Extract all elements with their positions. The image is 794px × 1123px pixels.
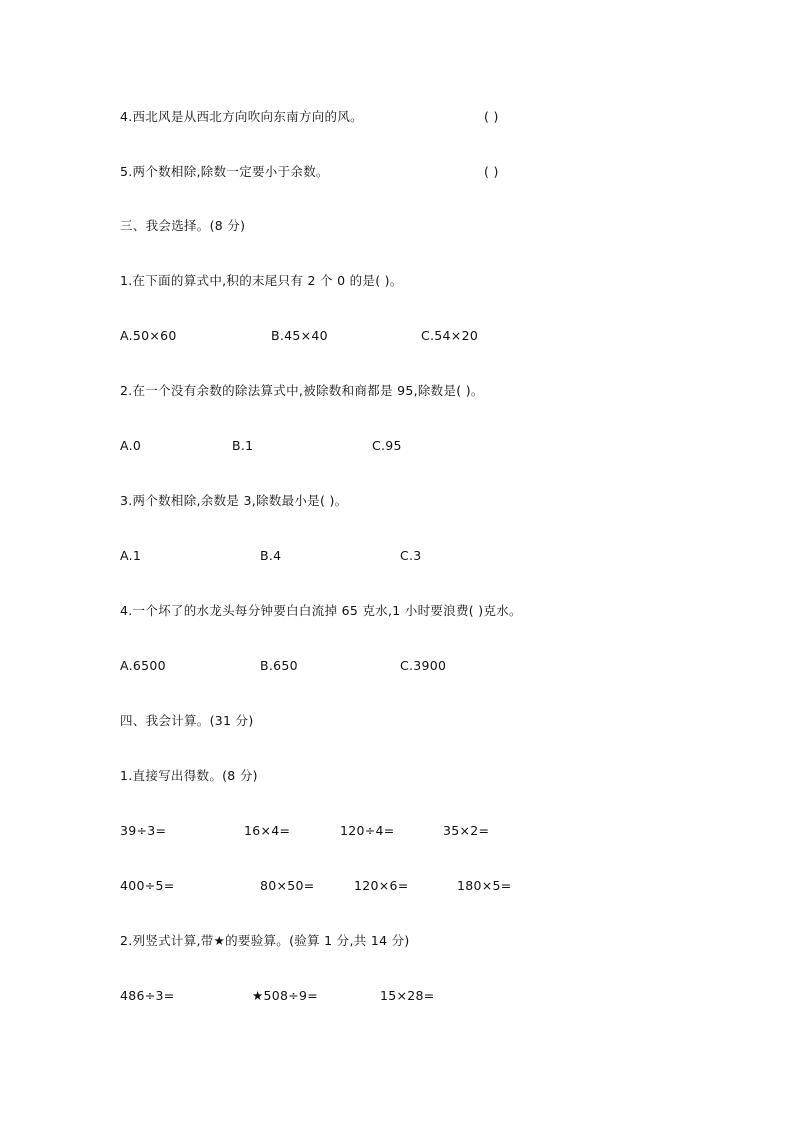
calc-part-1-title: 1.直接写出得数。(8 分) xyxy=(120,768,258,783)
answer-blank: ( ) xyxy=(484,109,499,124)
option-b: B.45×40 xyxy=(271,328,328,343)
calc-item: 180×5= xyxy=(457,878,512,893)
option-a: A.1 xyxy=(120,548,142,563)
option-a: A.6500 xyxy=(120,658,166,673)
option-a: A.50×60 xyxy=(120,328,177,343)
answer-blank: ( ) xyxy=(484,164,499,179)
calc-item: 120×6= xyxy=(354,878,409,893)
calc-part-2-title: 2.列竖式计算,带★的要验算。(验算 1 分,共 14 分) xyxy=(120,933,410,948)
judge-question-5: 5.两个数相除,除数一定要小于余数。 xyxy=(120,164,329,179)
choice-question-2: 2.在一个没有余数的除法算式中,被除数和商都是 95,除数是( )。 xyxy=(120,383,484,398)
option-b: B.1 xyxy=(232,438,254,453)
calc-item: 120÷4= xyxy=(340,823,395,838)
calc-item: 39÷3= xyxy=(120,823,167,838)
choice-question-3: 3.两个数相除,余数是 3,除数最小是( )。 xyxy=(120,493,348,508)
option-c: C.3900 xyxy=(400,658,447,673)
choice-question-1: 1.在下面的算式中,积的末尾只有 2 个 0 的是( )。 xyxy=(120,273,403,288)
option-b: B.650 xyxy=(260,658,298,673)
option-a: A.0 xyxy=(120,438,142,453)
option-b: B.4 xyxy=(260,548,282,563)
judge-question-4: 4.西北风是从西北方向吹向东南方向的风。 xyxy=(120,109,363,124)
section-title-calc: 四、我会计算。(31 分) xyxy=(120,713,254,728)
calc-item: 15×28= xyxy=(380,988,435,1003)
calc-item: 80×50= xyxy=(260,878,315,893)
calc-item: 400÷5= xyxy=(120,878,175,893)
choice-question-4: 4.一个坏了的水龙头每分钟要白白流掉 65 克水,1 小时要浪费( )克水。 xyxy=(120,603,522,618)
calc-item: 16×4= xyxy=(244,823,291,838)
calc-item: ★508÷9= xyxy=(252,988,319,1003)
calc-item: 486÷3= xyxy=(120,988,175,1003)
section-title-choice: 三、我会选择。(8 分) xyxy=(120,218,246,233)
option-c: C.3 xyxy=(400,548,422,563)
calc-item: 35×2= xyxy=(443,823,490,838)
option-c: C.54×20 xyxy=(421,328,479,343)
option-c: C.95 xyxy=(372,438,402,453)
